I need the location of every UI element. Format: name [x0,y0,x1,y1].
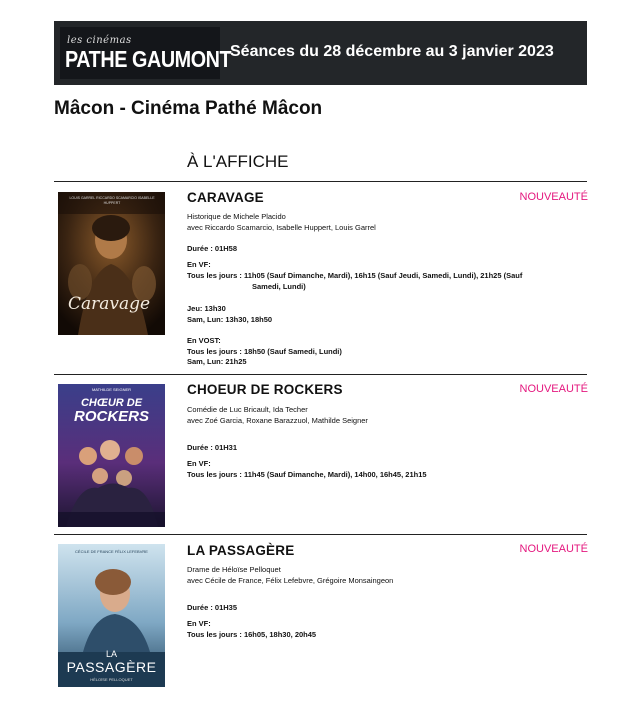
movie-title[interactable]: CHOEUR DE ROCKERS [187,382,343,397]
movie-duration: Durée : 01H35 [187,603,238,612]
page-title: Mâcon - Cinéma Pathé Mâcon [54,98,323,119]
logo-tagline: les cinémas [67,35,132,46]
movie-cast: avec Cécile de France, Félix Lefebvre, Grégoire Monsaingeon [187,576,394,585]
vf-showtimes: Tous les jours : 11h05 (Sauf Dimanche, Mardi), 16h15 (Sauf Jeudi, Samedi, Lundi), 21h25 (Sauf [187,271,523,280]
movie-duration: Durée : 01H31 [187,443,238,452]
header-banner [54,21,587,85]
movie-cast: avec Riccardo Scamarcio, Isabelle Huppert, Louis Garrel [187,223,376,232]
movie-title[interactable]: LA PASSAGÈRE [187,543,295,558]
poster-title: PASSAGÈRE [66,659,157,675]
poster-names: MATHILDE SEIGNER [91,387,132,392]
vf-label: En VF: [187,619,211,628]
poster-title: Caravage [68,294,151,314]
poster-names: LOUIS GARREL RICCARDO SCAMARCIO ISABELLE HUPPERT [69,196,155,205]
new-release-badge: NOUVEAUTÉ [519,191,588,203]
new-release-badge: NOUVEAUTÉ [519,383,588,395]
vost-showtimes: Sam, Lun: 21h25 [187,357,247,366]
poster-title: CHŒUR DE [80,397,143,409]
vf-label: En VF: [187,260,211,269]
poster-credit: HÉLOÏSE PELLOQUET [90,677,133,682]
new-release-badge: NOUVEAUTÉ [519,543,588,555]
movie-cast: avec Zoé Garcia, Roxane Barazzuol, Mathilde Seigner [187,416,368,425]
divider [54,534,587,535]
vf-label: En VF: [187,459,211,468]
logo-wordmark: PATHE GAUMONT [65,46,232,72]
vost-label: En VOST: [187,336,221,345]
poster-title: LA [105,649,117,659]
movie-genre: Comédie de Luc Bricault, Ida Techer [187,405,308,414]
movie-genre: Drame de Héloïse Pelloquet [187,565,281,574]
divider [54,374,587,375]
vf-showtimes: Tous les jours : 11h45 (Sauf Dimanche, Mardi), 14h00, 16h45, 21h15 [187,470,427,479]
vost-showtimes: Tous les jours : 18h50 (Sauf Samedi, Lundi) [187,347,342,356]
divider [54,181,587,182]
movie-title[interactable]: CARAVAGE [187,190,264,205]
section-title: À L'AFFICHE [187,152,289,171]
pathe-gaumont-logo[interactable] [60,27,232,79]
movie-duration: Durée : 01H58 [187,244,238,253]
movie-poster[interactable] [58,384,165,527]
poster-title: ROCKERS [73,408,149,425]
schedule-period-title: Séances du 28 décembre au 3 janvier 2023 [230,43,554,60]
movie-poster[interactable] [58,192,165,335]
extra-showtimes: Jeu: 13h30 [187,304,226,313]
movie-genre: Historique de Michele Placido [187,212,286,221]
vf-showtimes-cont: Samedi, Lundi) [252,282,306,291]
poster-names: CÉCILE DE FRANCE FÉLIX LEFEBVRE [75,549,148,554]
movie-poster[interactable] [58,544,165,687]
vf-showtimes: Tous les jours : 16h05, 18h30, 20h45 [187,630,317,639]
extra-showtimes: Sam, Lun: 13h30, 18h50 [187,315,273,324]
